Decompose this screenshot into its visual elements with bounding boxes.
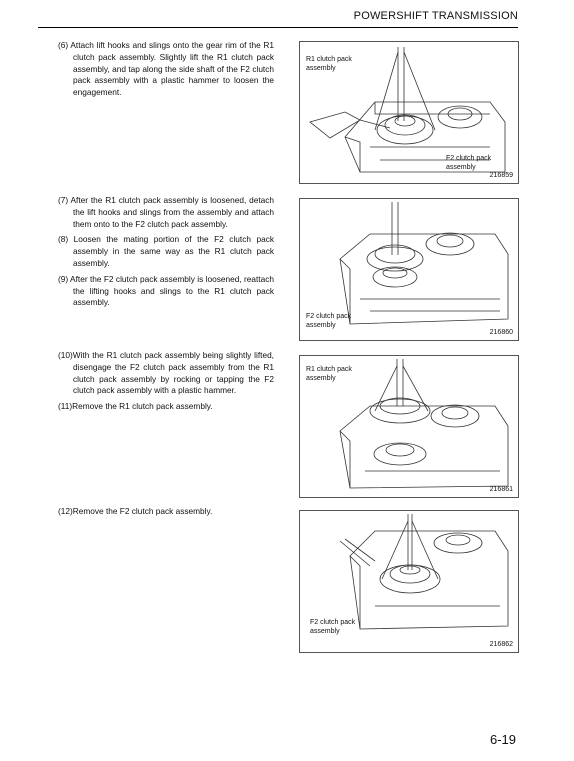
step-12: (12)Remove the F2 clutch pack assembly. [58,506,213,516]
page-header: POWERSHIFT TRANSMISSION [353,10,518,22]
figure-number: 216861 [489,486,513,493]
callout-f2-clutch-pack: F2 clutch pack assembly [310,619,356,635]
figure-2 [299,198,519,341]
step-block-2 [58,195,274,313]
figure-1 [299,41,519,184]
figure-4 [299,510,519,653]
callout-r1-clutch-pack: R1 clutch pack assembly [306,366,352,382]
step-8: (8) Loosen the mating portion of the F2 clutch pack assembly in the same way as the R1 clutch pack assembly. [58,234,274,268]
figure-3 [299,355,519,498]
step-10: (10)With the R1 clutch pack assembly being slightly lifted, disengage the F2 clutch pack assembly from the R1 clutch pack assembly by rocking or tapping the F2 clutch pack assembly with a plastic hammer. [58,350,274,396]
callout-f2-clutch-pack: F2 clutch pack assembly [306,313,352,329]
page-number: 6-19 [489,732,516,747]
callout-f2-clutch-pack: F2 clutch pack assembly [446,155,492,171]
header-rule [38,27,518,28]
step-11: (11)Remove the R1 clutch pack assembly. [58,401,213,412]
step-block-4 [58,506,274,522]
step-block-1 [58,40,274,103]
figure-number: 216860 [489,329,513,336]
step-6: (6) Attach lift hooks and slings onto the gear rim of the R1 clutch pack assembly. Slightly lift the R1 clutch pack assembly, and tap along the side shaft of the F2 clutch pack assembly with a plastic hammer to loosen the engagement. [58,40,274,98]
step-block-3 [58,350,274,417]
step-7: (7) After the R1 clutch pack assembly is loosened, detach the lift hooks and slings from the assembly and attach them onto to the F2 clutch pack assembly. [58,195,274,229]
callout-r1-clutch-pack: R1 clutch pack assembly [306,56,352,72]
figure-number: 216862 [489,641,513,648]
step-9: (9) After the F2 clutch pack assembly is loosened, reattach the lifting hooks and slings to the R1 clutch pack assembly. [58,273,274,308]
figure-number: 216859 [489,172,513,179]
